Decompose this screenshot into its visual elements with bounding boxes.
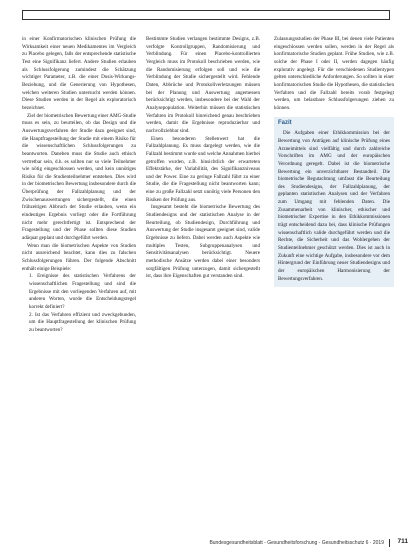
paragraph: Bestimmte Studien verlangen bestimmte Designs, z.B. verfolgte Kontrollgruppen, Randomisierung und Verblindung. Für einen Placebo-kontrollierten Vergleich muss im Protokoll beschrieben werden, wie die Randomisierung erfolgen soll und wie die Verblindung der Studie sichergestellt wird. Fehlende Daten, Abbrüche und Protokollverletzungen müssen bei der Planung und Auswertung angemessen berücksichtigt werden, insbesondere bei der Wahl der Analysepopulation. Weiterhin müssen die statistischen Verfahren im Protokoll hinreichend genau beschrieben werden, damit die Ergebnisse reproduzierbar und nachvollziehbar sind. (146, 36, 260, 134)
paragraph: Wenn man die biometrischen Aspekte von Studien nicht ausreichend beachtet, kann dies zu falschen Schlussfolgerungen führen. Der folgende Abschnitt enthält einige Beispiele: (22, 242, 136, 272)
journal-citation: Bundesgesundheitsblatt - Gesundheitsforschung - Gesundheitsschutz 6 · 2019 (209, 540, 384, 546)
paragraph: Einen besonderen Stellenwert hat die Fallzahlplanung. Es muss dargelegt werden, wie die Fallzahl bestimmt wurde und welche Annahmen hierbei getroffen wurden, z.B. hinsichtlich der erwarteten Effektstärke, der Variabilität, des Signifikanzniveaus und der Power. Eine zu geringe Fallzahl führt zu einer Studie, die die Fragestellung nicht beantworten kann; eine zu große Fallzahl setzt unnötig viele Personen den Risiken der Prüfung aus. (146, 135, 261, 203)
conclusion-heading: Fazit (278, 119, 292, 126)
paragraph: Zulassungsstudien der Phase III, bei denen viele Patienten eingeschlossen werden sollen, werden in der Regel als konfirmatorische Studien geplant. Frühe Studien, wie z.B. solche der Phase I oder II, werden dagegen häufig explorativ angelegt. Für die verschiedenen Studientypen gelten unterschiedliche Anforderungen. So sollten in einer konfirmatorischen Studie die Hypothesen, die statistischen Verfahren und die Fallzahl bereits vorab festgelegt werden, um belastbare Schlussfolgerungen ziehen zu können. (274, 36, 394, 111)
text-column-2 (146, 36, 260, 281)
paragraph: Ziel der biometrischen Bewertung einer AMG-Studie muss es sein, zu beurteilen, ob das Design und die Auswertungsverfahren der Studie dazu geeignet sind, die Hauptfragestellung der Studie mit einem Risiko für die wissenschaftlichen Schlussfolgerungen zu beantworten. Daneben muss die Studie auch ethisch vertretbar sein, d.h. es sollten nur so viele Teilnehmer wie nötig eingeschlossen werden, und kein unnötiges Risiko für die Studienteilnehmer entstehen. Dies wird in der biometrischen Bewertung insbesondere durch die Überprüfung der Fallzahlplanung und der Zwischenauswertungen sichergestellt, die einen frühzeitigen Abbruch der Studie erlauben, wenn ein eindeutiges Ergebnis vorliegt oder die Fortführung nicht mehr gerechtfertigt ist. Entsprechend der Fragestellung und der Phase sollten diese Studien adäquat geplant und durchgeführt werden. (22, 112, 136, 242)
text-column-3 (274, 36, 394, 287)
numbered-list (22, 273, 136, 334)
page-number: 711 (397, 538, 408, 545)
conclusion-box (274, 117, 394, 288)
paragraph: in einer Konfirmatorischen klinischen Prüfung die Wirksamkeit einer neuen Medikamentes im Vergleich zu Placebo gelegen, falls der entsprechende statistische Test eine Signifikanz liefert. Andere Studien erlauben als Schlussfolgerung zumindest die Schätzung wichtiger Parameter, z.B. die einer Dosis-Wirkungs-Beziehung, und die Generierung von Hypothesen, welchen weiteren Studien untersucht werden können. Diese Studien werden in der Regel als exploratorisch bezeichnet. (22, 36, 136, 111)
list-item: 2. Ist das Verfahren effizient und zweckgebunden, um die Hauptfragestellung der klinischen Prüfung zu beantworten? (29, 311, 136, 333)
header-frame (22, 10, 390, 20)
page-footer (200, 538, 410, 548)
text-column-1 (22, 36, 136, 335)
conclusion-text: Die Aufgaben einer Ethikkommission bei der Bewertung von Anträgen auf klinische Prüfung eines Arzneimittels sind vielfältig und durch zahlreiche Vorschriften im AMG und der europäischen Verordnung geregelt. Dabei ist die biometrische Bewertung ein unverzichtbarer Bestandteil. Die biometrische Begutachtung umfasst die Beurteilung des Studiendesigns, der Fallzahlplanung, der geplanten statistischen Analysen und der Verfahren zum Umgang mit fehlenden Daten. Die Zusammenarbeit von klinischer, ethischer und biometrischer Expertise in den Ethikkommissionen trägt entscheidend dazu bei, dass klinische Prüfungen wissenschaftlich valide durchgeführt werden und die Rechte, die Sicherheit und das Wohlergehen der Studienteilnehmer geschützt werden. Dies ist auch in Zukunft eine wichtige Aufgabe, insbesondere vor dem Hintergrund der Einführung neuer Studiendesigns und der europäischen Harmonisierung der Bewertungsverfahren. (278, 130, 390, 282)
footer-divider (389, 539, 390, 547)
paragraph: Insgesamt besteht die biometrische Bewertung des Studiendesigns und der statistischen Analyse in der Beurteilung, ob Studiendesign, Durchführung und Auswertung der Studie insgesamt geeignet sind, valide Ergebnisse zu liefern. Dabei werden auch Aspekte wie multiples Testen, Subgruppenanalysen und Sensitivitätsanalysen berücksichtigt. Neuere methodische Ansätze werden dabei einer besonders sorgfältigen Prüfung unterzogen, damit sichergestellt ist, dass ihre Eigenschaften gut verstanden sind. (146, 204, 260, 280)
list-item: 1. Ereignisse des statistischen Verfahrens der wissenschaftlichen Fragestellung und sind die Ergebnisse mit den vorliegenden Verfahren auf, mit anderen Worten, wurde die Entscheidungsregel korrekt definiert? (29, 273, 136, 310)
